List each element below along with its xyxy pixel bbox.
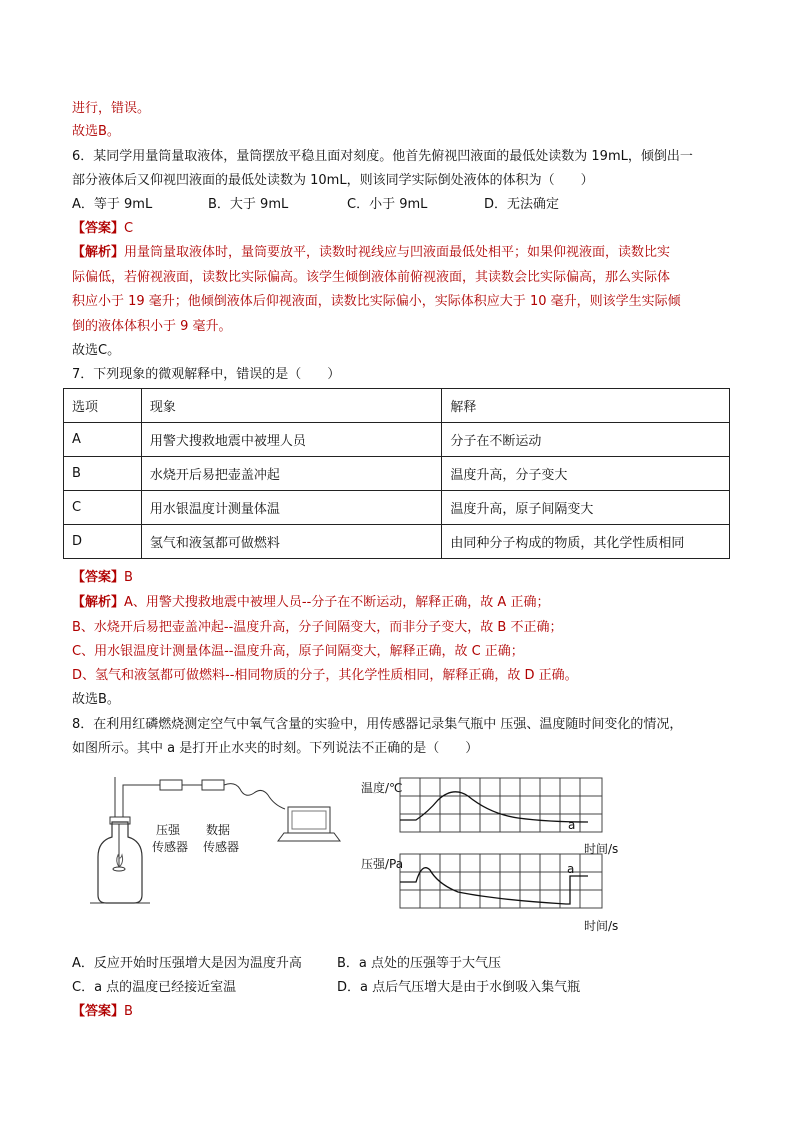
q8-option-b: B．a 点处的压强等于大气压 (337, 956, 502, 971)
pressure-sensor-label-1: 压强 (156, 823, 181, 837)
table-row (64, 525, 730, 559)
table-cell: D (64, 525, 142, 559)
data-sensor-label-2: 传感器 (203, 840, 240, 854)
q7-answer-select: 故选B。 (72, 692, 120, 707)
laptop-screen (292, 811, 326, 829)
table-cell: A (64, 423, 142, 457)
flask-icon (98, 822, 142, 903)
temperature-chart (398, 776, 608, 838)
pressure-chart (398, 852, 608, 914)
table-row (64, 491, 730, 525)
pressure-sensor-box (160, 780, 182, 790)
pressure-point-a: a (567, 862, 575, 876)
q7-answer: 【答案】B (72, 570, 133, 585)
table-cell: 由同种分子构成的物质，其化学性质相同 (442, 525, 730, 559)
q8-stem-line1: 8．在利用红磷燃烧测定空气中氧气含量的实验中，用传感器记录集气瓶中 压强、温度随时间变化的情况， (72, 717, 683, 732)
temperature-point-a: a (568, 818, 576, 832)
pressure-time-label: 时间/s (584, 919, 619, 933)
q6-explanation-line4: 倒的液体体积小于 9 毫升。 (72, 319, 232, 334)
table-header-cell: 选项 (64, 389, 142, 423)
pressure-axis-label: 压强/Pa (361, 857, 404, 871)
laptop-keyboard (278, 833, 340, 841)
q7-explanation-line1: 【解析】A、用警犬搜救地震中被埋人员--分子在不断运动，解释正确，故 A 正确； (72, 595, 550, 610)
q6-option-c: C．小于 9mL (347, 197, 428, 212)
data-sensor-box (202, 780, 224, 790)
table-header-row (64, 389, 730, 423)
table-row (64, 457, 730, 491)
q8-option-d: D．a 点后气压增大是由于水倒吸入集气瓶 (337, 980, 581, 995)
explanation-tag: 【解析】 (72, 245, 125, 260)
q6-option-b: B．大于 9mL (208, 197, 289, 212)
q8-answer: 【答案】B (72, 1004, 133, 1019)
table-cell: 温度升高，分子变大 (442, 457, 730, 491)
q7-table (63, 388, 730, 559)
q8-option-c: C．a 点的温度已经接近室温 (72, 980, 237, 995)
stopper (110, 817, 130, 824)
q6-explanation-line3: 积应小于 19 毫升；他倾倒液体后仰视液面，读数比实际偏小，实际体积应大于 10 毫升，则该学生实际倾 (72, 294, 681, 309)
prev-explanation-tail: 进行，错误。 (72, 101, 151, 116)
q6-answer (72, 221, 133, 237)
tube-right (123, 785, 160, 817)
table-cell: 水烧开后易把壶盖冲起 (141, 457, 442, 491)
q8-answer-value: B (124, 1004, 133, 1019)
q7-explanation-line3: C、用水银温度计测量体温--温度升高，原子间隔变大，解释正确，故 C 正确； (72, 644, 524, 659)
temperature-axis-label: 温度/℃ (361, 781, 403, 795)
table-cell: 分子在不断运动 (442, 423, 730, 457)
q6-stem-line2: 部分液体后又仰视凹液面的最低处读数为 10mL，则该同学实际倒处液体的体积为（ ） (72, 173, 594, 188)
q8-option-a: A．反应开始时压强增大是因为温度升高 (72, 956, 302, 971)
q6-stem-line1: 6．某同学用量筒量取液体，量筒摆放平稳且面对刻度。他首先俯视凹液面的最低处读数为 19mL，倾倒出一 (72, 149, 693, 164)
q6-explanation-line1: 【解析】用量筒量取液体时，量筒要放平，读数时视线应与凹液面最低处相平；如果仰视液面，读数比实 (72, 245, 671, 260)
q8-stem-line2: 如图所示。其中 a 是打开止水夹的时刻。下列说法不正确的是（ ） (72, 741, 479, 756)
q7-answer-value: B (124, 570, 133, 585)
q6-option-a: A．等于 9mL (72, 197, 153, 212)
q6-option-d: D．无法确定 (484, 197, 560, 212)
table-cell: B (64, 457, 142, 491)
q7-stem: 7．下列现象的微观解释中，错误的是（ ） (72, 367, 341, 382)
table-cell: 用警犬搜救地震中被埋人员 (141, 423, 442, 457)
table-cell: 温度升高，原子间隔变大 (442, 491, 730, 525)
pressure-sensor-label-2: 传感器 (152, 840, 189, 854)
table-cell: 氢气和液氢都可做燃料 (141, 525, 442, 559)
q6-answer-select: 故选C。 (72, 343, 121, 358)
answer-tag: 【答案】 (72, 221, 125, 236)
flame-icon (117, 855, 123, 867)
table-cell: 用水银温度计测量体温 (141, 491, 442, 525)
table-cell: C (64, 491, 142, 525)
temperature-time-label: 时间/s (584, 842, 619, 856)
cable (224, 784, 285, 809)
table-row (64, 423, 730, 457)
table-header-cell: 现象 (141, 389, 442, 423)
q6-answer-value: C (124, 221, 134, 236)
table-header-cell: 解释 (442, 389, 730, 423)
q6-explanation-line2: 际偏低，若俯视液面，读数比实际偏高。该学生倾倒液体前俯视液面，其读数会比实际偏高，那么实际体 (72, 270, 671, 285)
data-sensor-label-1: 数据 (206, 823, 231, 837)
prev-answer-select: 故选B。 (72, 124, 120, 139)
q7-explanation-line4: D、氢气和液氢都可做燃料--相同物质的分子，其化学性质相同，解释正确，故 D 正确。 (72, 668, 578, 683)
q7-explanation-line2: B、水烧开后易把壶盖冲起--温度升高，分子间隔变大，而非分子变大，故 B 不正确； (72, 620, 563, 635)
